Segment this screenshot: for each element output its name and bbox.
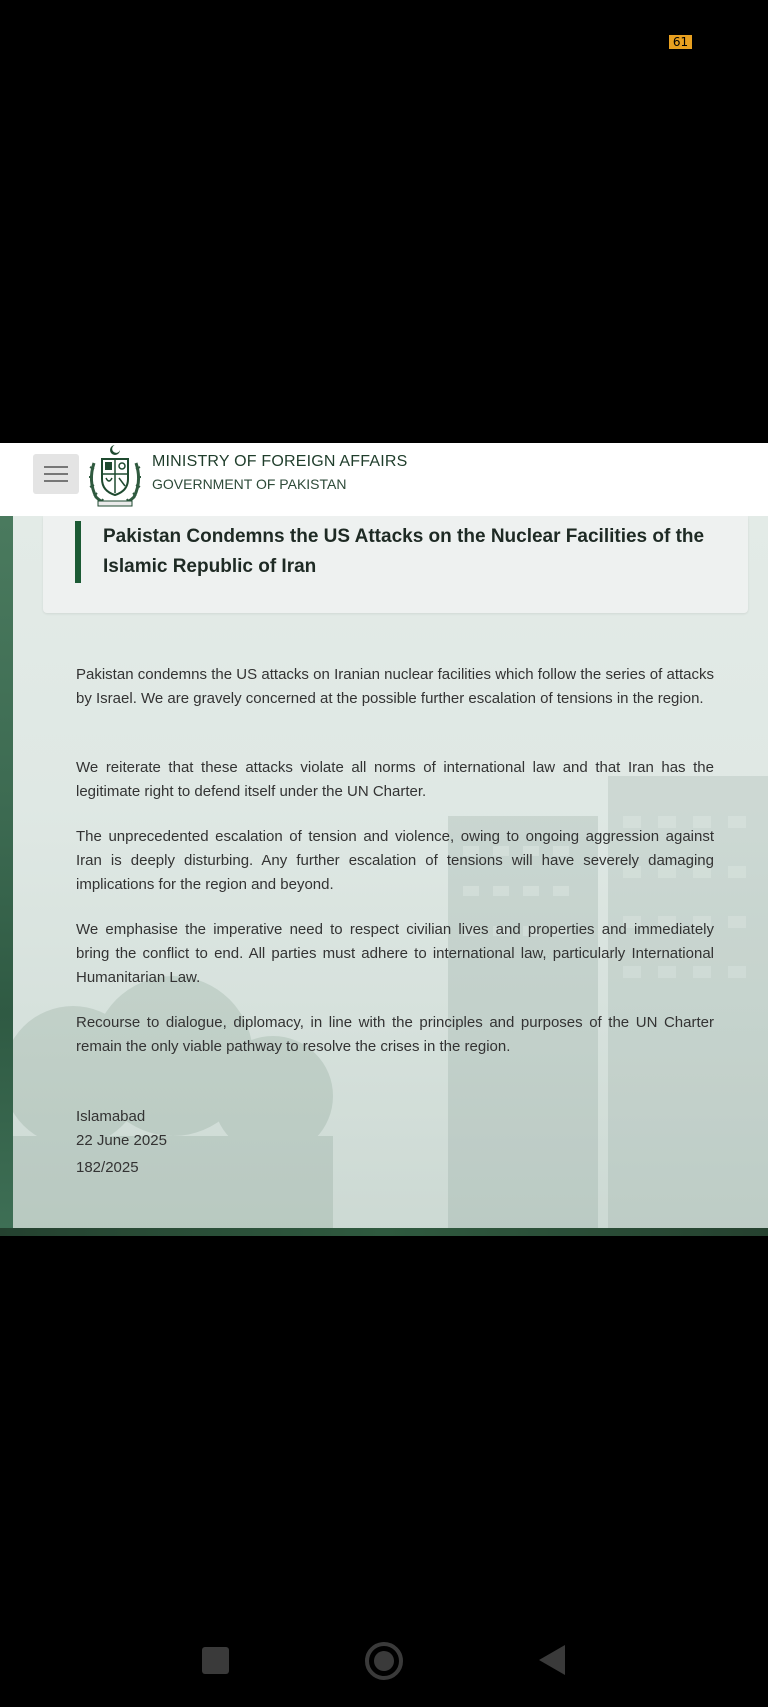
release-reference: 182/2025 (76, 1159, 139, 1176)
paragraph-3: The unprecedented escalation of tension and violence, owing to ongoing aggression against Iran is deeply disturbing. Any further escalation of tensions will have severely damaging implications for the region and beyond. (76, 828, 714, 893)
paragraph-4: We emphasise the imperative need to respect civilian lives and properties and immediately bring the conflict to end. All parties must adhere to international law, particularly International Humanitarian Law. (76, 921, 714, 986)
hamburger-menu-icon (44, 465, 68, 483)
back-triangle-icon[interactable] (537, 1643, 567, 1677)
notification-badge: 61 (669, 35, 692, 49)
bottom-decorative-strip (0, 1228, 768, 1236)
release-place: Islamabad (76, 1108, 146, 1125)
site-header (0, 443, 768, 516)
paragraph-2: We reiterate that these attacks violate all norms of international law and that Iran has the legitimate right to defend itself under the UN Charter. (76, 759, 714, 800)
left-decorative-strip (0, 516, 13, 1228)
press-release-content (0, 516, 768, 1236)
recents-square-icon[interactable] (202, 1647, 229, 1674)
paragraph-1: Pakistan condemns the US attacks on Iranian nuclear facilities which follow the series of attacks by Israel. We are gravely concerned at the possible further escalation of tensions in the region. (76, 666, 714, 707)
title-accent-bar (75, 521, 81, 583)
pakistan-state-emblem-icon[interactable] (86, 443, 144, 509)
government-name[interactable]: GOVERNMENT OF PAKISTAN (152, 476, 347, 492)
press-release-title: Pakistan Condemns the US Attacks on the Nuclear Facilities of the Islamic Republic of Iran (103, 526, 705, 577)
home-circle-icon[interactable] (364, 1641, 404, 1681)
menu-button[interactable] (33, 454, 79, 494)
release-date: 22 June 2025 (76, 1132, 167, 1149)
ministry-name[interactable]: MINISTRY OF FOREIGN AFFAIRS (152, 453, 408, 470)
paragraph-5: Recourse to dialogue, diplomacy, in line with the principles and purposes of the UN Charter remain the only viable pathway to resolve the crises in the region. (76, 1014, 714, 1055)
title-card (43, 516, 748, 613)
